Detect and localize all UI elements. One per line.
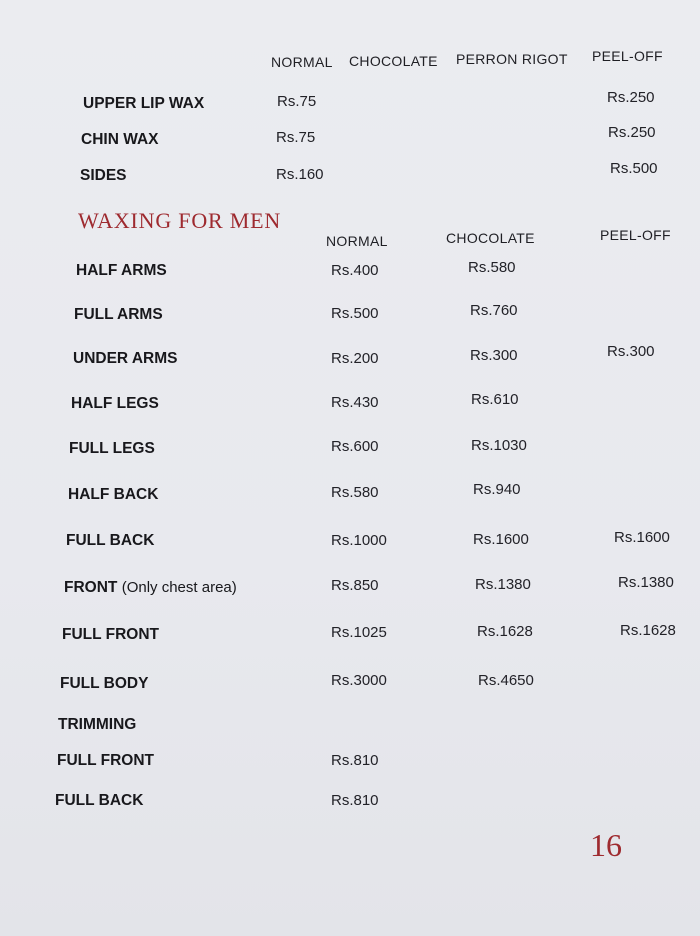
price-chocolate: Rs.940 xyxy=(473,481,521,498)
header-normal: NORMAL xyxy=(326,233,388,249)
header-peel-off: PEEL-OFF xyxy=(600,227,671,243)
price-peel-off: Rs.1380 xyxy=(618,574,674,591)
page-number: 16 xyxy=(590,827,622,863)
item-name: FULL ARMS xyxy=(74,306,163,323)
price-normal: Rs.600 xyxy=(331,438,379,455)
price-normal: Rs.810 xyxy=(331,752,379,769)
price-chocolate: Rs.580 xyxy=(468,259,516,276)
price-normal: Rs.75 xyxy=(277,93,317,110)
header-normal: NORMAL xyxy=(271,54,333,70)
price-normal: Rs.1000 xyxy=(331,532,387,549)
price-chocolate: Rs.1600 xyxy=(473,531,529,548)
item-name: SIDES xyxy=(80,167,127,184)
price-normal: Rs.500 xyxy=(331,305,379,322)
item-name: FULL BODY xyxy=(60,675,149,692)
price-peel-off: Rs.500 xyxy=(610,160,658,177)
item-name xyxy=(64,579,237,597)
item-name: HALF BACK xyxy=(68,486,159,503)
price-normal: Rs.810 xyxy=(331,792,379,809)
item-name: UNDER ARMS xyxy=(73,350,178,367)
price-peel-off: Rs.300 xyxy=(607,343,655,360)
price-peel-off: Rs.1628 xyxy=(620,622,676,639)
price-chocolate: Rs.4650 xyxy=(478,672,534,689)
price-chocolate: Rs.300 xyxy=(470,347,518,364)
header-chocolate: CHOCOLATE xyxy=(349,53,438,69)
item-name: FULL BACK xyxy=(55,792,144,809)
item-name: UPPER LIP WAX xyxy=(83,95,205,112)
price-normal: Rs.850 xyxy=(331,577,379,594)
price-chocolate: Rs.610 xyxy=(471,391,519,408)
price-chocolate: Rs.760 xyxy=(470,302,518,319)
item-name: FULL FRONT xyxy=(57,752,155,769)
item-name: HALF LEGS xyxy=(71,395,159,412)
price-peel-off: Rs.250 xyxy=(608,124,656,141)
section-title: WAXING FOR MEN xyxy=(78,208,282,233)
price-normal: Rs.200 xyxy=(331,350,379,367)
price-normal: Rs.1025 xyxy=(331,624,387,641)
price-normal: Rs.3000 xyxy=(331,672,387,689)
header-perron-rigot: PERRON RIGOT xyxy=(456,51,568,67)
price-peel-off: Rs.1600 xyxy=(614,529,670,546)
price-chocolate: Rs.1380 xyxy=(475,576,531,593)
item-name-text: FRONT xyxy=(64,579,118,596)
price-peel-off: Rs.250 xyxy=(607,89,655,106)
price-chocolate: Rs.1030 xyxy=(471,437,527,454)
item-name: FULL BACK xyxy=(66,532,155,549)
item-name: FULL FRONT xyxy=(62,626,160,643)
header-peel-off: PEEL-OFF xyxy=(592,48,663,64)
price-normal: Rs.430 xyxy=(331,394,379,411)
price-chocolate: Rs.1628 xyxy=(477,623,533,640)
price-normal: Rs.160 xyxy=(276,166,324,183)
item-note: (Only chest area) xyxy=(121,579,237,596)
item-name: CHIN WAX xyxy=(81,131,159,148)
price-normal: Rs.580 xyxy=(331,484,379,501)
price-normal: Rs.400 xyxy=(331,262,379,279)
item-name: FULL LEGS xyxy=(69,440,155,457)
trimming-title: TRIMMING xyxy=(58,716,137,733)
price-normal: Rs.75 xyxy=(276,129,316,146)
header-chocolate: CHOCOLATE xyxy=(446,230,535,246)
item-name: HALF ARMS xyxy=(76,262,167,279)
